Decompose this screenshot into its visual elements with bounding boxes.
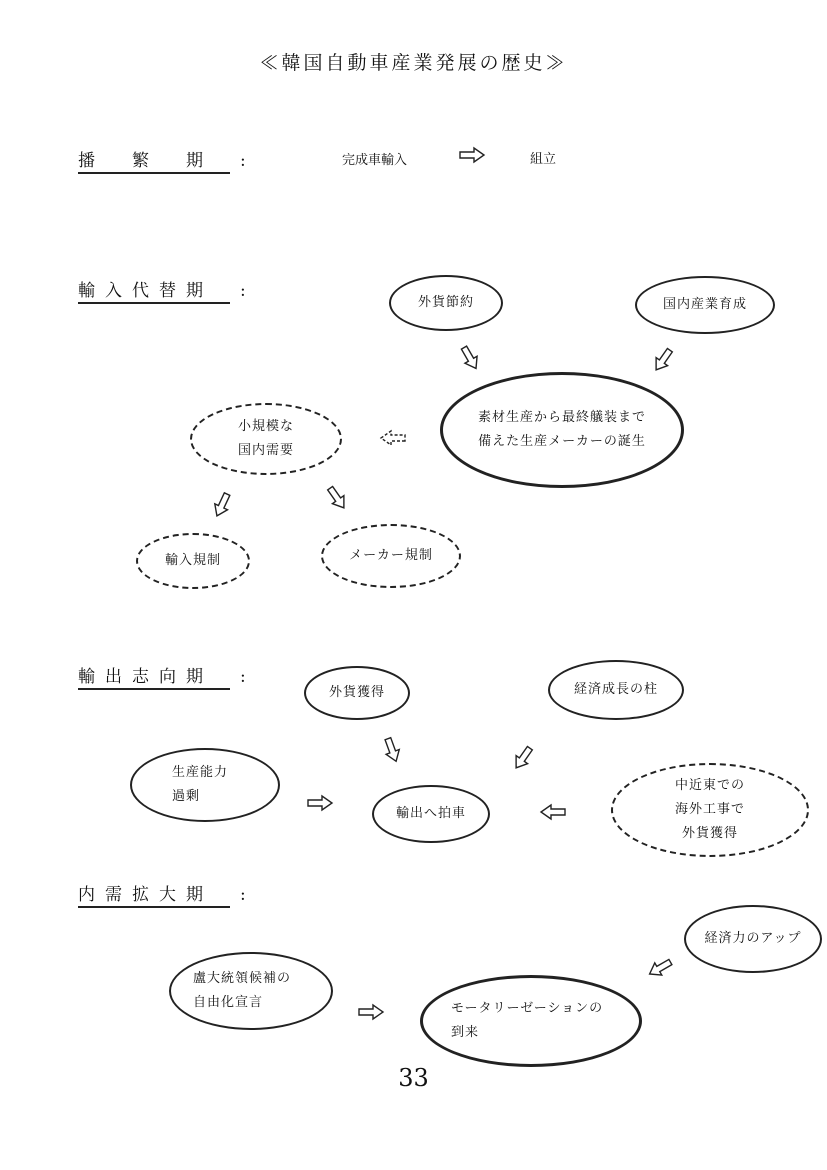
node-small-demand — [190, 403, 342, 475]
arrow-gaika-to-export — [381, 736, 402, 763]
node-import-regulation — [136, 533, 250, 589]
node-label: 外貨獲得 — [328, 685, 385, 700]
page-number: 33 — [398, 1064, 429, 1092]
arrow-kokunai-to-main — [650, 346, 675, 374]
section-underline — [78, 688, 230, 690]
node-label: 輸出へ拍車 — [395, 806, 466, 821]
node-label-line2: 自由化宣言 — [193, 995, 264, 1010]
node-label: 外貨節約 — [417, 295, 474, 310]
node-label: 国内産業育成 — [662, 297, 747, 312]
node-label-line1: 小規模な — [237, 419, 294, 434]
node-capacity-excess — [130, 748, 280, 822]
node-gaika-kakutoku — [304, 666, 410, 720]
node-mideast — [611, 763, 809, 857]
node-label-line1: 盧大統領候補の — [193, 971, 292, 986]
arrow-gaika-to-main — [458, 344, 482, 372]
flow-from-text: 完成車輸入 — [342, 153, 408, 168]
arrow-small-to-import — [211, 491, 234, 519]
node-label: メーカー規制 — [349, 548, 433, 563]
node-label-line2: 到来 — [451, 1025, 480, 1040]
section-underline — [78, 302, 230, 304]
arrow-candidate-to-motor — [359, 1005, 383, 1019]
node-kokunai-sangyo — [635, 276, 775, 334]
node-label: 経済力のアップ — [704, 931, 802, 946]
node-label-line2: 海外工事で — [674, 802, 745, 817]
node-label-line1: 素材生産から最終艤装まで — [477, 410, 646, 425]
node-keizairyoku — [684, 905, 822, 973]
section-label-text: 内需拡大期 : — [78, 885, 256, 905]
arrow-mideast-to-export — [541, 805, 565, 819]
node-label: 経済成長の柱 — [573, 682, 658, 697]
node-maker-regulation — [321, 524, 461, 588]
arrow-capacity-to-export — [308, 796, 332, 810]
node-label-line1: 中近東での — [674, 778, 745, 793]
arrow-main-to-small — [381, 431, 405, 445]
section-underline — [78, 906, 230, 908]
node-label-line1: モータリーゼーションの — [451, 1001, 604, 1016]
node-label-line2: 国内需要 — [237, 443, 294, 458]
node-maker-birth — [440, 372, 684, 488]
page-title: ≪韓国自動車産業発展の歴史≫ — [259, 52, 568, 74]
section-label-s3 — [78, 662, 256, 687]
section-label-text: 輸出志向期 : — [78, 667, 256, 687]
flow-to-text: 組立 — [530, 152, 557, 167]
section-underline — [78, 172, 230, 174]
arrow-keizai-to-export — [510, 744, 535, 772]
arrow-s1 — [460, 148, 484, 162]
node-label-line3: 外貨獲得 — [681, 826, 738, 841]
node-label-line2: 過剰 — [172, 789, 201, 804]
node-label-line1: 生産能力 — [172, 765, 229, 780]
node-candidate-declaration — [169, 952, 333, 1030]
node-gaika-setsuyaku — [389, 275, 503, 331]
node-export-push — [372, 785, 490, 843]
arrow-small-to-maker — [324, 484, 349, 512]
section-label-s2 — [78, 276, 256, 301]
node-label-line2: 備えた生産メーカーの誕生 — [478, 434, 646, 449]
section-label-text: 播 繁 期 : — [78, 151, 256, 171]
node-keizai-seicho — [548, 660, 684, 720]
arrow-keizairyoku-to-motor — [646, 956, 674, 980]
node-label: 輸入規制 — [164, 553, 221, 568]
node-motorization — [420, 975, 642, 1067]
section-label-s1 — [78, 146, 256, 171]
section-label-s4 — [78, 880, 256, 905]
section-label-text: 輸入代替期 : — [78, 281, 256, 301]
